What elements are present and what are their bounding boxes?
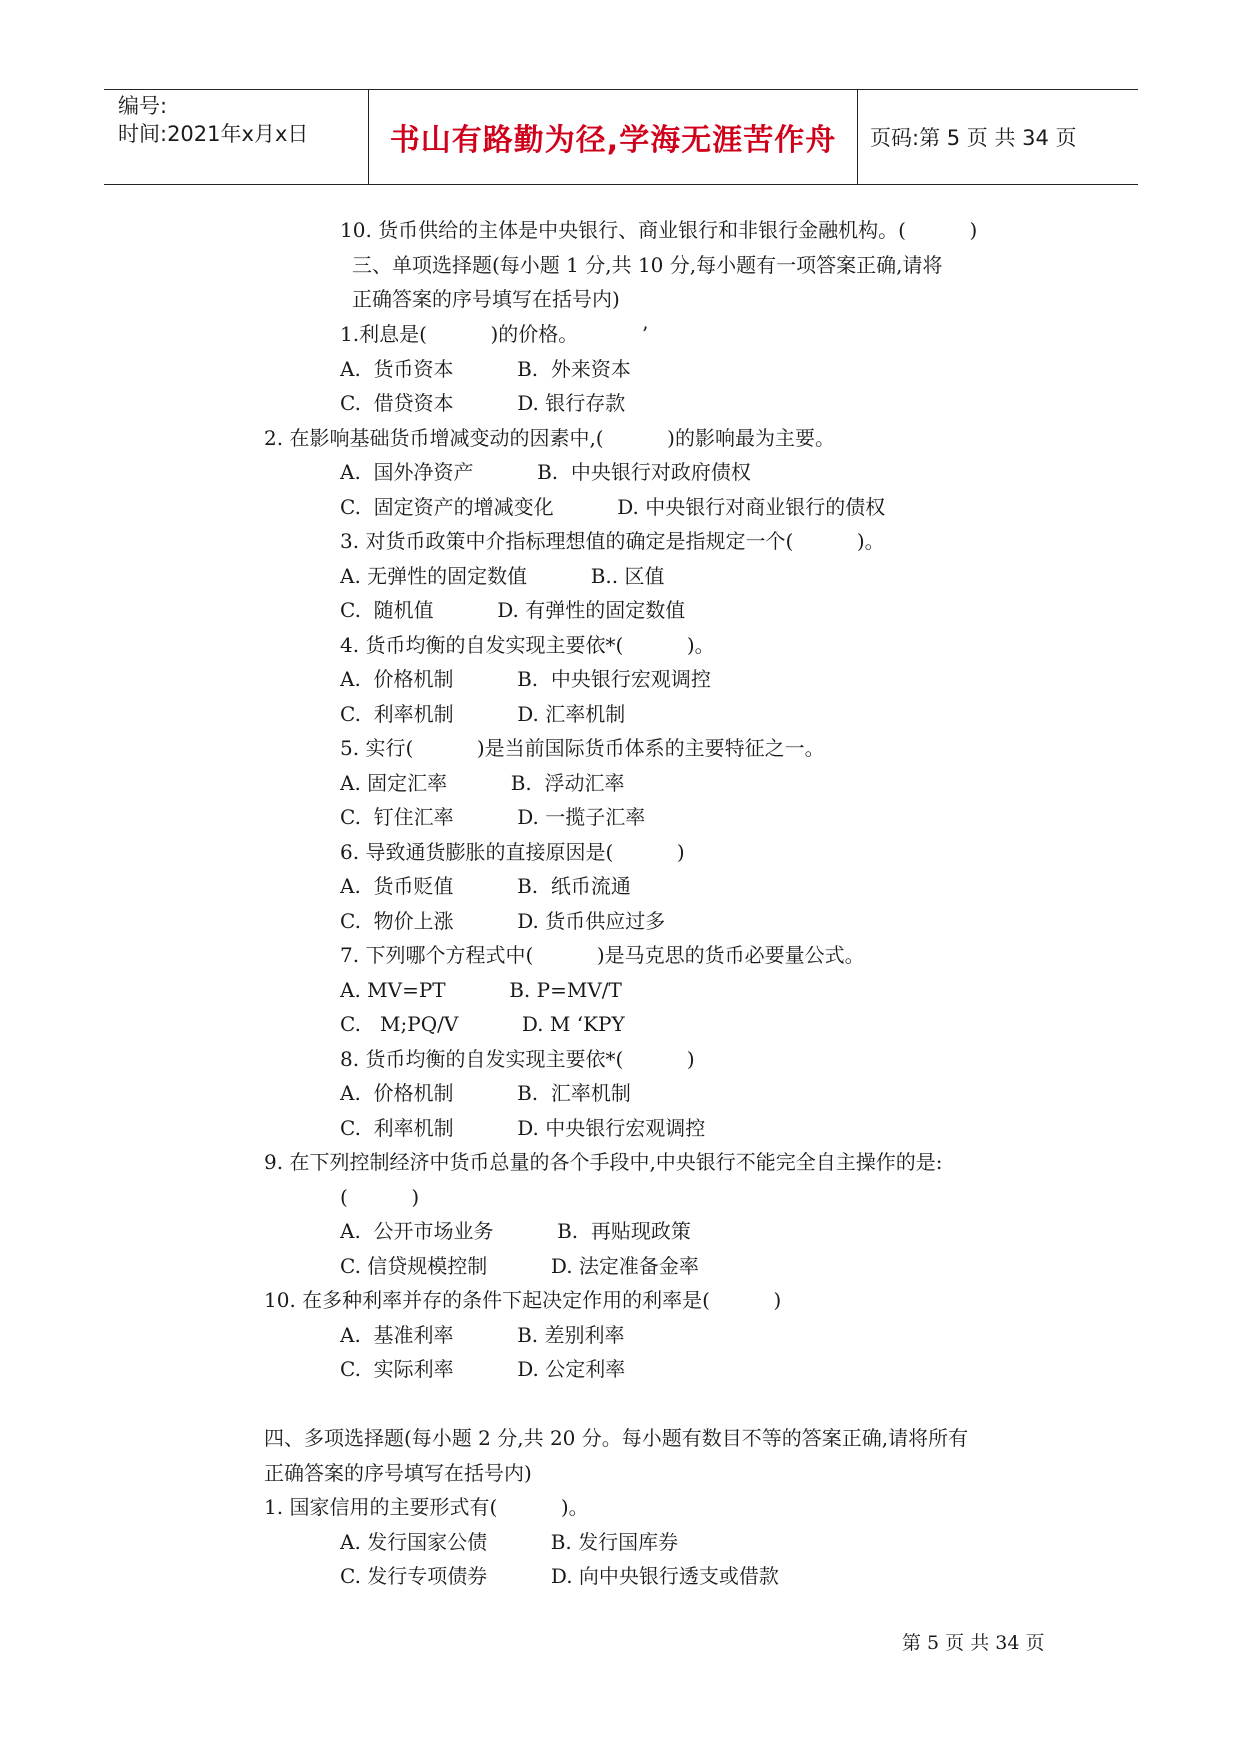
page-footer: 第 5 页 共 34 页 xyxy=(902,1632,1045,1654)
option-line: A. 固定汇率 B. 浮动汇率 xyxy=(340,771,625,795)
option-line: C. 实际利率 D. 公定利率 xyxy=(340,1357,626,1381)
option-line: A. 价格机制 B. 汇率机制 xyxy=(340,1081,631,1105)
option-line: C. 随机值 D. 有弹性的固定数值 xyxy=(340,598,686,622)
option-line: C. 物价上涨 D. 货币供应过多 xyxy=(340,909,666,933)
option-line: C. 借贷资本 D. 银行存款 xyxy=(340,391,626,415)
option-line: C. 发行专项债券 D. 向中央银行透支或借款 xyxy=(340,1564,779,1588)
section-heading: 四、多项选择题(每小题 2 分,共 20 分。每小题有数目不等的答案正确,请将所有 xyxy=(264,1426,969,1450)
option-line: C. 信贷规模控制 D. 法定准备金率 xyxy=(340,1254,699,1278)
question-line: 6. 导致通货膨胀的直接原因是( ) xyxy=(340,840,685,864)
option-line: A. 货币资本 B. 外来资本 xyxy=(340,357,631,381)
option-line: A. 基准利率 B. 差别利率 xyxy=(340,1323,625,1347)
question-line: 2. 在影响基础货币增减变动的因素中,( )的影响最为主要。 xyxy=(264,426,835,450)
option-line: A. 发行国家公债 B. 发行国库券 xyxy=(340,1530,679,1554)
page-header xyxy=(104,89,1138,185)
option-line: A. MV=PT B. P=MV/T xyxy=(340,978,622,1002)
option-line: A. 货币贬值 B. 纸币流通 xyxy=(340,874,631,898)
header-motto-cell xyxy=(368,90,858,184)
answer-blank: ( ) xyxy=(340,1185,420,1209)
option-line: A. 国外净资产 B. 中央银行对政府债权 xyxy=(340,460,751,484)
option-line: A. 无弹性的固定数值 B.. 区值 xyxy=(340,564,665,588)
time-label: 时间:2021年x月x日 xyxy=(118,122,309,146)
header-page-cell xyxy=(856,90,1138,184)
page-info: 页码:第 5 页 共 34 页 xyxy=(870,126,1077,150)
question-line: 7. 下列哪个方程式中( )是马克思的货币必要量公式。 xyxy=(340,943,865,967)
number-label: 编号: xyxy=(118,94,168,118)
section-heading: 正确答案的序号填写在括号内) xyxy=(352,287,620,311)
question-line: 3. 对货币政策中介指标理想值的确定是指规定一个( )。 xyxy=(340,529,885,553)
header-meta xyxy=(104,90,368,184)
question-line: 9. 在下列控制经济中货币总量的各个手段中,中央银行不能完全自主操作的是: xyxy=(264,1150,943,1174)
option-line: C. 利率机制 D. 中央银行宏观调控 xyxy=(340,1116,706,1140)
question-line: 10. 在多种利率并存的条件下起决定作用的利率是( ) xyxy=(264,1288,782,1312)
section-heading: 三、单项选择题(每小题 1 分,共 10 分,每小题有一项答案正确,请将 xyxy=(352,253,943,277)
section-heading: 正确答案的序号填写在括号内) xyxy=(264,1461,532,1485)
option-line: C. 利率机制 D. 汇率机制 xyxy=(340,702,626,726)
option-line: A. 价格机制 B. 中央银行宏观调控 xyxy=(340,667,711,691)
question-line: 1. 国家信用的主要形式有( )。 xyxy=(264,1495,589,1519)
question-line: 4. 货币均衡的自发实现主要依*( )。 xyxy=(340,633,715,657)
question-line: 8. 货币均衡的自发实现主要依*( ) xyxy=(340,1047,695,1071)
option-line: C. M;PQ/V D. M ‘KPY xyxy=(340,1012,625,1036)
option-line: A. 公开市场业务 B. 再贴现政策 xyxy=(340,1219,691,1243)
question-line: 10. 货币供给的主体是中央银行、商业银行和非银行金融机构。( ) xyxy=(340,218,978,242)
option-line: C. 固定资产的增减变化 D. 中央银行对商业银行的债权 xyxy=(340,495,886,519)
motto: 书山有路勤为径,学海无涯苦作舟 xyxy=(389,123,837,158)
option-line: C. 钉住汇率 D. 一揽子汇率 xyxy=(340,805,646,829)
question-line: 1.利息是( )的价格。 ’ xyxy=(340,322,649,346)
question-line: 5. 实行( )是当前国际货币体系的主要特征之一。 xyxy=(340,736,825,760)
